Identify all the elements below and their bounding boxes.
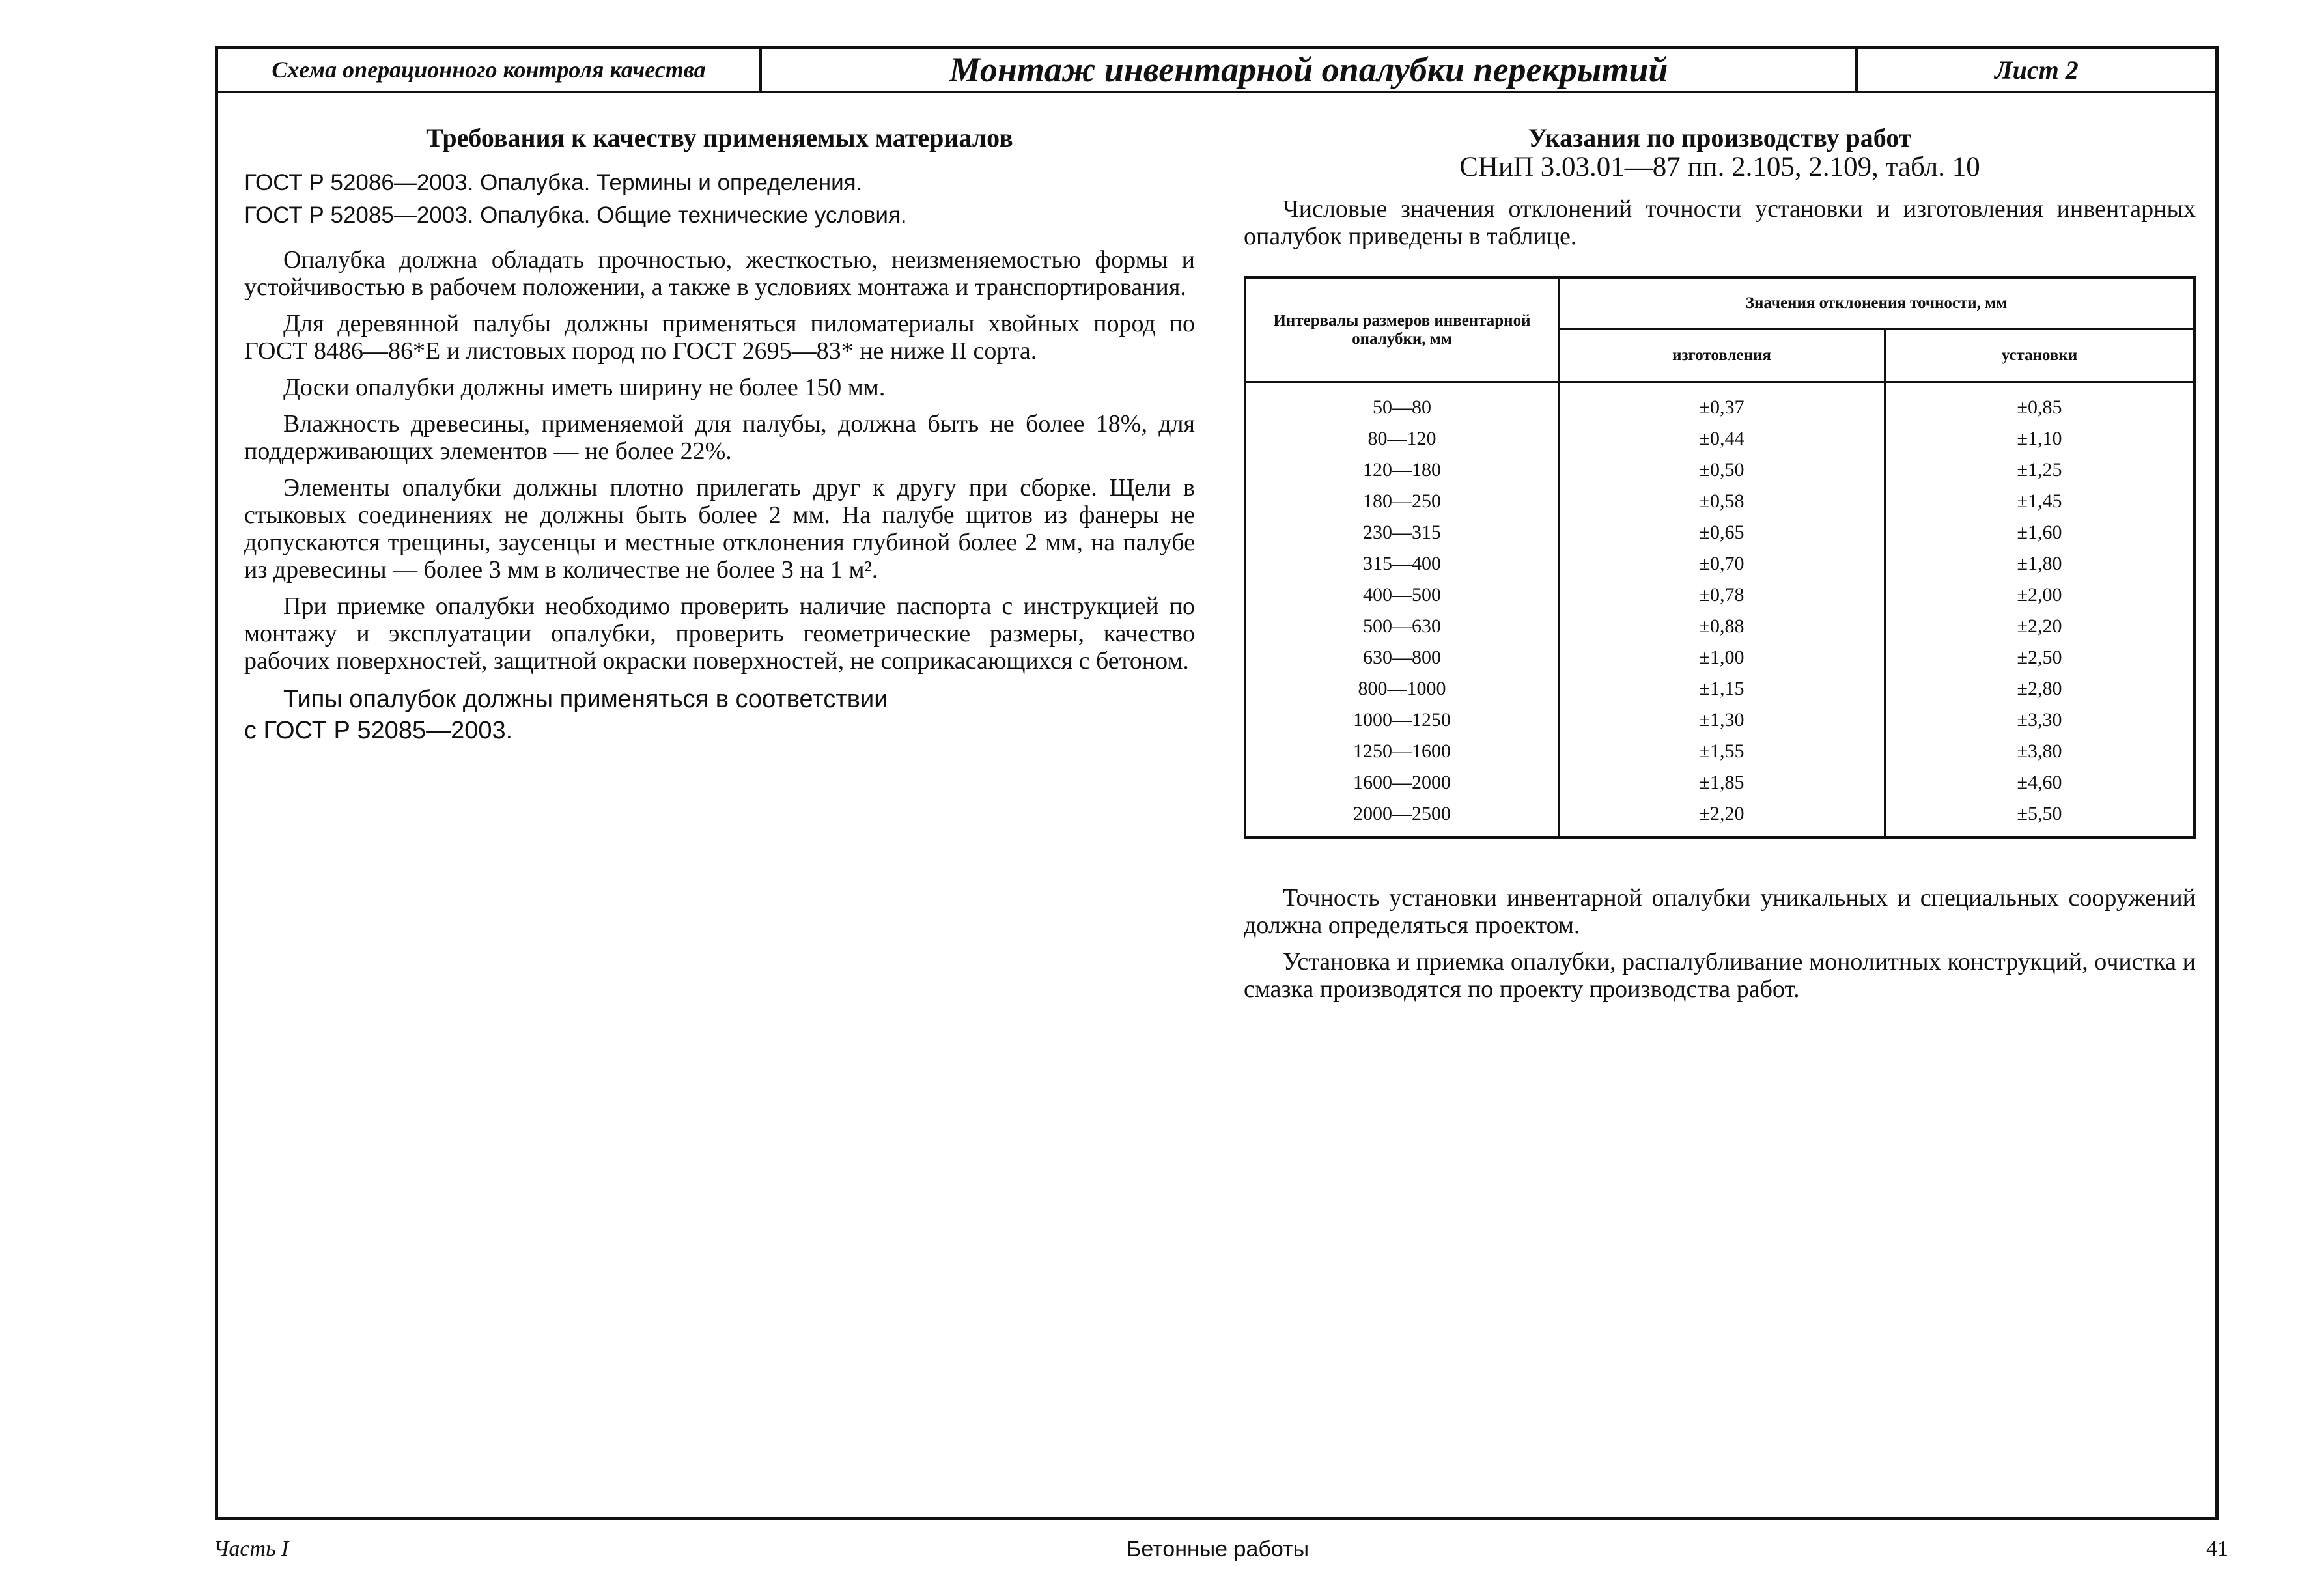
table-row [1245, 548, 2194, 580]
table-row [1245, 611, 2194, 642]
footer-page-number: 41 [2206, 1537, 2228, 1561]
cell-installation-tolerance: ±2,80 [1885, 673, 2195, 705]
cell-installation-tolerance: ±4,60 [1885, 767, 2195, 798]
cell-manufacture-tolerance: ±2,20 [1559, 798, 1885, 837]
cell-installation-tolerance: ±1,25 [1885, 455, 2195, 486]
cell-installation-tolerance: ±2,00 [1885, 580, 2195, 611]
cell-size-interval: 80—120 [1245, 423, 1559, 455]
cell-manufacture-tolerance: ±1,55 [1559, 736, 1885, 767]
instructions-title: Указания по производству работ [1528, 123, 1912, 152]
cell-size-interval: 180—250 [1245, 486, 1559, 517]
footer-part: Часть I [214, 1537, 289, 1561]
cell-size-interval: 120—180 [1245, 455, 1559, 486]
table-row [1245, 423, 2194, 455]
header-bar [218, 49, 2215, 93]
cell-installation-tolerance: ±5,50 [1885, 798, 2195, 837]
para-unique-structures: Точность установки инвентарной опалубки уникальных и специальных сооружений должна определяться проектом. [1244, 884, 2196, 939]
col-installation-header: установки [1885, 329, 2195, 382]
para-moisture: Влажность древесины, применяемой для палубы, должна быть не более 18%, для поддерживающих элементов — не более 22%. [244, 410, 1195, 465]
cell-manufacture-tolerance: ±0,50 [1559, 455, 1885, 486]
sheet-number: Лист 2 [1995, 55, 2079, 85]
table-row [1245, 486, 2194, 517]
instructions-snip-ref: СНиП 3.03.01—87 пп. 2.105, 2.109, табл. 10 [1459, 152, 1980, 182]
cell-size-interval: 630—800 [1245, 642, 1559, 673]
cell-size-interval: 315—400 [1245, 548, 1559, 580]
cell-manufacture-tolerance: ±0,88 [1559, 611, 1885, 642]
tolerance-table [1244, 276, 2196, 839]
para-installation-project: Установка и приемка опалубки, распалубливание монолитных конструкций, очистка и смазка производятся по проекту производства работ. [1244, 948, 2196, 1003]
header-scheme-label: Схема операционного контроля качества [218, 49, 762, 91]
cell-size-interval: 50—80 [1245, 382, 1559, 424]
para-acceptance: При приемке опалубки необходимо проверить наличие паспорта с инструкцией по монтажу и эксплуатации опалубки, проверить геометрические размеры, качество рабочих поверхностей, защитной окраски поверхностей, не соприкасающихся с бетоном. [244, 593, 1195, 675]
table-row [1245, 736, 2194, 767]
cell-size-interval: 1250—1600 [1245, 736, 1559, 767]
table-row [1245, 382, 2194, 424]
para-board-width: Доски опалубки должны иметь ширину не более 150 мм. [283, 374, 886, 401]
table-row [1245, 580, 2194, 611]
cell-installation-tolerance: ±3,80 [1885, 736, 2195, 767]
para-timber: Для деревянной палубы должны применяться пиломатериалы хвойных пород по ГОСТ 8486—86*Е и листовых пород по ГОСТ 2695—83* не ниже II сорта. [244, 310, 1195, 365]
types-line-1: Типы опалубок должны применяться в соответствии [283, 686, 888, 713]
cell-installation-tolerance: ±2,50 [1885, 642, 2195, 673]
cell-installation-tolerance: ±1,60 [1885, 517, 2195, 548]
cell-installation-tolerance: ±0,85 [1885, 382, 2195, 424]
cell-installation-tolerance: ±2,20 [1885, 611, 2195, 642]
page-title: Монтаж инвентарной опалубки перекрытий [762, 49, 1858, 91]
types-line-2: с ГОСТ Р 52085—2003. [244, 717, 513, 744]
deviation-group-header: Значения отклонения точности, мм [1559, 277, 2195, 329]
table-row [1245, 705, 2194, 736]
cell-size-interval: 1600—2000 [1245, 767, 1559, 798]
cell-manufacture-tolerance: ±1,00 [1559, 642, 1885, 673]
cell-size-interval: 230—315 [1245, 517, 1559, 548]
ref-gost-52086: ГОСТ Р 52086—2003. Опалубка. Термины и определения. [244, 170, 863, 195]
cell-manufacture-tolerance: ±0,65 [1559, 517, 1885, 548]
materials-column [244, 124, 1195, 746]
cell-manufacture-tolerance: ±0,78 [1559, 580, 1885, 611]
table-row [1245, 517, 2194, 548]
para-strength: Опалубка должна обладать прочностью, жесткостью, неизменяемостью формы и устойчивостью в рабочем положении, а также в условиях монтажа и транспортирования. [244, 246, 1195, 301]
footer-section: Бетонные работы [1127, 1537, 1310, 1561]
page-frame [215, 46, 2219, 1520]
cell-installation-tolerance: ±1,45 [1885, 486, 2195, 517]
tolerance-table-body [1245, 382, 2194, 838]
cell-size-interval: 2000—2500 [1245, 798, 1559, 837]
table-row [1245, 673, 2194, 705]
cell-installation-tolerance: ±1,10 [1885, 423, 2195, 455]
table-intro: Числовые значения отклонений точности установки и изготовления инвентарных опалубок приведены в таблице. [1244, 195, 2196, 250]
table-row [1245, 642, 2194, 673]
cell-manufacture-tolerance: ±1,15 [1559, 673, 1885, 705]
table-row [1245, 455, 2194, 486]
table-row [1245, 767, 2194, 798]
cell-manufacture-tolerance: ±1,85 [1559, 767, 1885, 798]
col-manufacture-header: изготовления [1559, 329, 1885, 382]
instructions-column [1244, 124, 2196, 1012]
table-row [1245, 798, 2194, 837]
cell-size-interval: 800—1000 [1245, 673, 1559, 705]
cell-size-interval: 400—500 [1245, 580, 1559, 611]
para-joints: Элементы опалубки должны плотно прилегать друг к другу при сборке. Щели в стыковых соединениях не должны быть более 2 мм. На палубе щитов из фанеры не допускаются трещины, заусенцы и местные отклонения глубиной более 2 мм, на палубе из древесины — более 3 мм в количестве не более 3 на 1 м². [244, 474, 1195, 583]
cell-installation-tolerance: ±1,80 [1885, 548, 2195, 580]
materials-title: Требования к качеству применяемых материалов [426, 123, 1013, 152]
cell-size-interval: 500—630 [1245, 611, 1559, 642]
cell-manufacture-tolerance: ±0,44 [1559, 423, 1885, 455]
cell-manufacture-tolerance: ±0,70 [1559, 548, 1885, 580]
cell-size-interval: 1000—1250 [1245, 705, 1559, 736]
cell-manufacture-tolerance: ±1,30 [1559, 705, 1885, 736]
cell-manufacture-tolerance: ±0,58 [1559, 486, 1885, 517]
col-size-interval-header: Интервалы размеров инвентарной опалубки, мм [1245, 277, 1559, 382]
cell-installation-tolerance: ±3,30 [1885, 705, 2195, 736]
cell-manufacture-tolerance: ±0,37 [1559, 382, 1885, 424]
ref-gost-52085: ГОСТ Р 52085—2003. Опалубка. Общие технические условия. [244, 203, 907, 228]
